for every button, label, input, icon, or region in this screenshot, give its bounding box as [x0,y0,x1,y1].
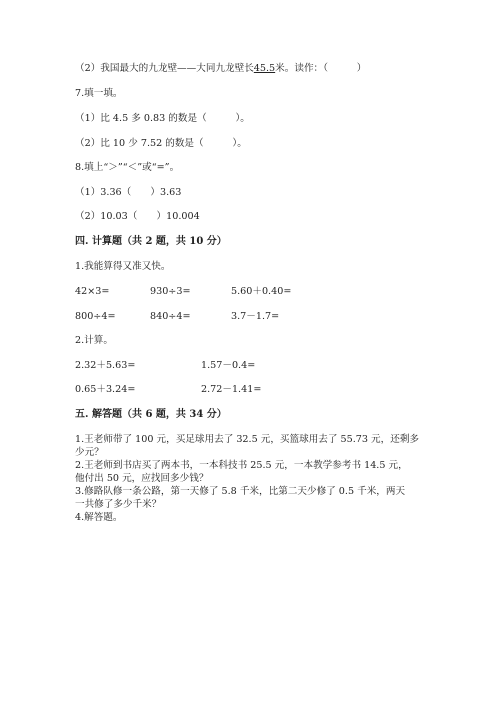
question-6-part-2 [75,62,366,75]
calc-question-2-title: 2.计算。 [75,335,113,346]
word-problem-line: 他付出 50 元，应找回多少钱？ [75,473,209,484]
word-problem-line: 2.王老师到书店买了两本书，一本科技书 25.5 元，一本教学参考书 14.5 元， [75,460,408,471]
question-text-end: 米。读作：（ ） [275,63,367,74]
question-7-item-2: （2）比 10 少 7.52 的数是（ ）。 [75,138,247,149]
calc-item: 930÷3= [150,286,191,297]
question-8-title: 8.填上“＞”“＜”或“=”。 [75,162,180,173]
calc-item: 2.32＋5.63= [75,360,136,371]
question-8-item-1: （1）3.36（ ）3.63 [75,187,182,198]
length-value: 45.5 [253,63,276,74]
calc-item: 3.7－1.7= [231,311,280,322]
word-problem-line: 一共修了多少千米？ [75,499,162,510]
word-problem-line: 少元？ [75,447,104,458]
calc-item: 2.72－1.41= [201,384,262,395]
question-7-item-1: （1）比 4.5 多 0.83 的数是（ ）。 [75,113,250,124]
calc-item: 0.65＋3.24= [75,384,136,395]
question-text: （2）我国最大的九龙壁——大同九龙壁长 [75,63,254,74]
question-7-title: 7.填一填。 [75,88,123,99]
word-problem-line: 3.修路队修一条公路，第一天修了 5.8 千米，比第二天少修了 0.5 千米，两天 [75,486,406,497]
word-problem-line: 1.王老师带了 100 元，买足球用去了 32.5 元，买篮球用去了 55.73 元，还剩多 [75,434,420,445]
calc-item: 5.60＋0.40= [231,286,292,297]
section-5-heading: 五. 解答题（共 6 题，共 34 分） [75,409,227,420]
calc-item: 42×3= [75,286,110,297]
word-problem-line: 4.解答题。 [75,512,123,523]
question-8-item-2: （2）10.03（ ）10.004 [75,211,200,222]
section-4-heading: 四. 计算题（共 2 题，共 10 分） [75,236,227,247]
calc-item: 840÷4= [150,311,191,322]
calc-question-1-title: 1.我能算得又准又快。 [75,261,171,272]
calc-item: 1.57－0.4= [201,360,256,371]
calc-item: 800÷4= [75,311,116,322]
